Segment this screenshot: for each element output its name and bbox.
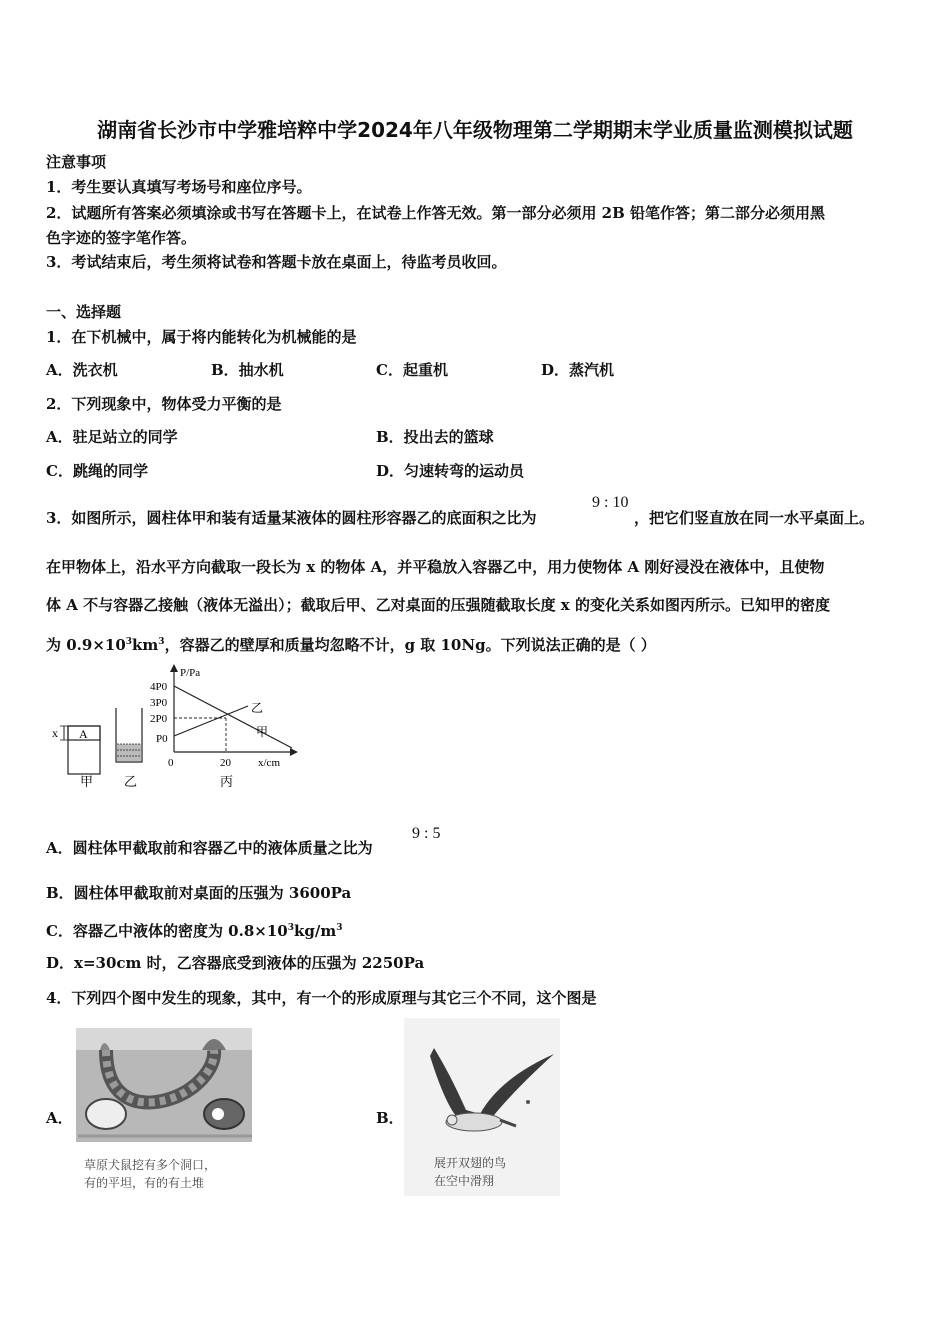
q4-option-b-label: B． [376,1109,404,1127]
label-jia: 甲 [80,774,94,789]
x-axis-label: x/cm [258,757,280,769]
bird-caption: 在空中滑翔 [434,1174,495,1188]
x-tick: 0 [168,757,174,769]
q2-stem: 2．下列现象中，物体受力平衡的是 [46,395,282,413]
q3-option-a: A．圆柱体甲截取前和容器乙中的液体质量之比为 [46,839,373,857]
x-tick: 20 [220,757,231,769]
burrow-image [76,1028,252,1142]
y-tick: 4P0 [150,681,168,693]
q1-option-d: D．蒸汽机 [541,361,615,379]
q3-stem-end: ，把它们竖直放在同一水平桌面上。 [634,509,875,527]
q1-stem: 1．在下机械中，属于将内能转化为机械能的是 [46,328,357,346]
y-tick: P0 [156,733,168,745]
y-tick: 3P0 [150,697,168,709]
q3-ratio-2: 9 : 5 [412,825,441,842]
q3-line: 体 A 不与容器乙接触（液体无溢出）；截取后甲、乙对桌面的压强随截取长度 x 的变化关系如图丙所示。已知甲的密度 [46,596,830,614]
label-a: A [79,727,88,741]
notice-item: 3．考试结束后，考生须将试卷和答题卡放在桌面上，待监考员收回。 [46,253,507,271]
q2-option-c: C．跳绳的同学 [46,462,148,480]
label-x: x [52,726,58,740]
q3-line: 在甲物体上，沿水平方向截取一段长为 x 的物体 A，并平稳放入容器乙中，用力使物体 A 刚好浸没在液体中，且使物 [46,558,825,576]
q1-option-b: B．抽水机 [211,361,284,379]
q3-line: 为 $0.9\times 10^3km^3$，容器乙的壁厚和质量均忽略不计，g 取 10Ng。下列说法正确的是（ ） [46,636,656,654]
line-yi-label: 乙 [251,701,264,715]
q3-ratio: 9 : 10 [592,494,629,511]
notice-heading: 注意事项 [46,153,107,171]
q1-option-a: A．洗衣机 [46,361,118,379]
q1-option-c: C．起重机 [376,361,448,379]
q4-option-a-label: A． [46,1109,73,1127]
label-yi: 乙 [124,774,138,789]
q3-option-c: C．容器乙中液体的密度为 $0.8\times 10^3kg/m^3$ [46,922,343,940]
line-jia-label: 甲 [256,725,269,739]
q3-option-b: B．圆柱体甲截取前对桌面的压强为 3600Pa [46,884,352,902]
notice-item: 1．考生要认真填写考场号和座位序号。 [46,178,312,196]
y-axis-label: P/Pa [180,667,201,679]
q3-option-d: D．x=30cm 时，乙容器底受到液体的压强为 2250Pa [46,954,425,972]
notice-item: 色字迹的签字笔作答。 [46,229,197,247]
label-bing: 丙 [220,774,234,789]
page-title: 湖南省长沙市中学雅培粹中学2024年八年级物理第二学期期末学业质量监测模拟试题 [97,118,853,142]
burrow-caption: 有的平坦，有的有土堆 [84,1176,205,1190]
q3-figure [48,662,298,792]
q2-option-d: D．匀速转弯的运动员 [376,462,525,480]
q4-stem: 4．下列四个图中发生的现象，其中，有一个的形成原理与其它三个不同，这个图是 [46,989,597,1007]
y-tick: 2P0 [150,713,168,725]
bird-caption: 展开双翅的鸟 [434,1156,507,1170]
q2-option-a: A．驻足站立的同学 [46,428,178,446]
q2-option-b: B．投出去的篮球 [376,428,494,446]
section-heading: 一、选择题 [46,303,122,321]
liquid [117,744,141,761]
line-yi [174,706,248,736]
burrow-caption: 草原犬鼠挖有多个洞口， [84,1158,217,1172]
notice-item: 2．试题所有答案必须填涂或书写在答题卡上，在试卷上作答无效。第一部分必须用 2B 铅笔作答；第二部分必须用黑 [46,204,826,222]
q3-stem: 3．如图所示，圆柱体甲和装有适量某液体的圆柱形容器乙的底面积之比为 [46,509,537,527]
line-jia [174,686,292,748]
